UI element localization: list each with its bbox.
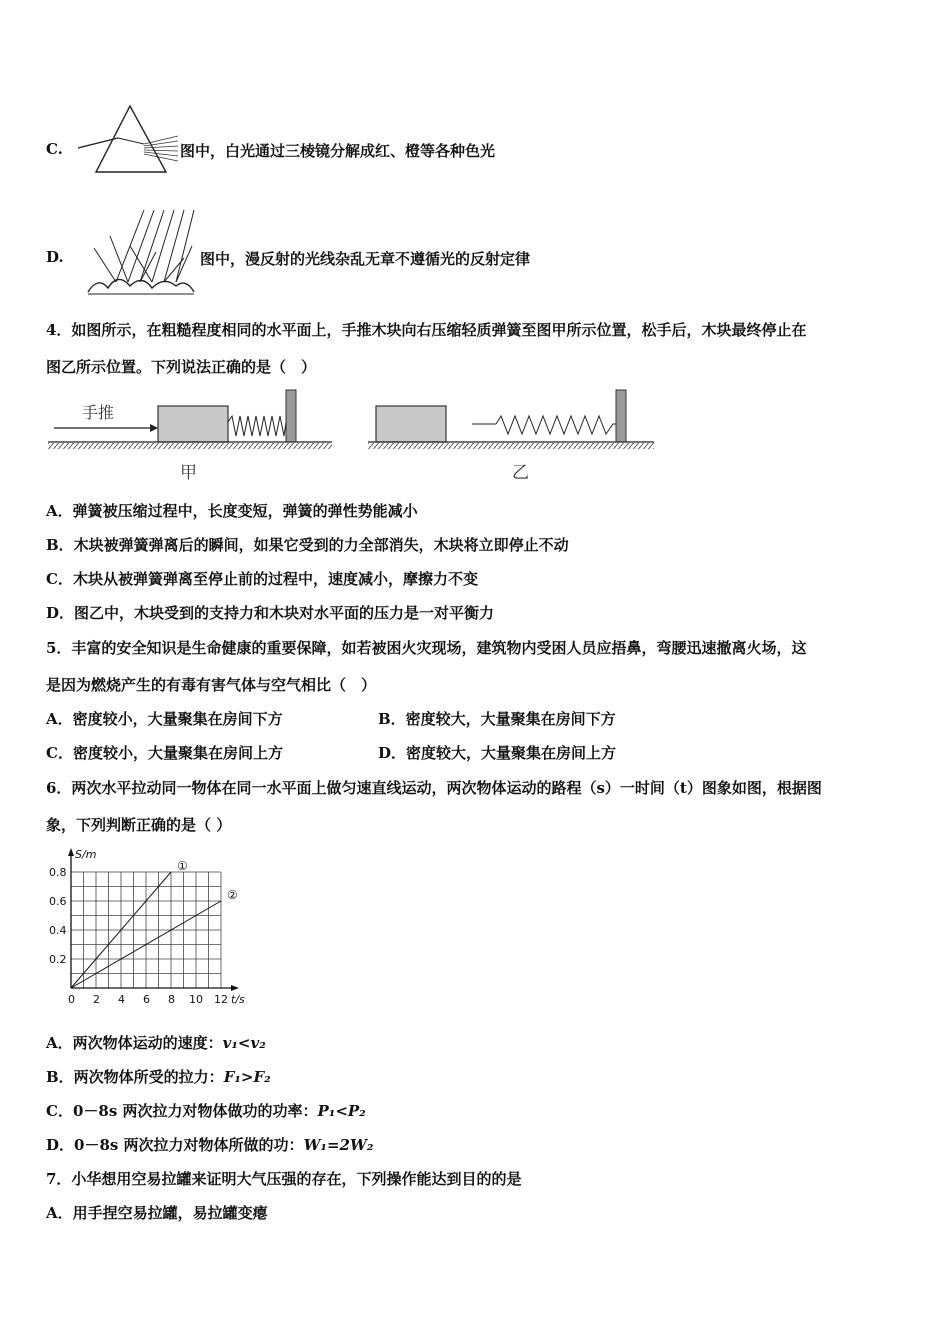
q6-option-d-formula: W₁=2W₂ — [303, 1136, 374, 1154]
q6-option-d: D．0－8s 两次拉力对物体所做的功：W₁=2W₂ — [46, 1136, 374, 1154]
block-jia — [158, 406, 228, 442]
q4-option-d: D．图乙中，木块受到的支持力和木块对水平面的压力是一对平衡力 — [46, 604, 495, 622]
q4-option-a: A．弹簧被压缩过程中，长度变短，弹簧的弹性势能减小 — [46, 502, 418, 520]
q5-option-a: A．密度较小，大量聚集在房间下方 — [46, 710, 283, 728]
q5-option-b: B．密度较大，大量聚集在房间下方 — [378, 710, 616, 728]
q6-stem-line2: 象，下列判断正确的是（ ） — [46, 816, 232, 834]
q7-stem: 7．小华想用空易拉罐来证明大气压强的存在，下列操作能达到目的的是 — [46, 1170, 522, 1188]
figure-jia-label: 甲 — [180, 463, 197, 483]
spring-block-figure — [46, 386, 666, 486]
x-tick-label: 10 — [189, 993, 203, 1006]
prism-figure — [78, 100, 182, 184]
y-tick-label: 0.8 — [49, 866, 67, 879]
q5-option-d: D．密度较大，大量聚集在房间上方 — [378, 744, 617, 762]
option-d-label: D. — [46, 248, 64, 266]
q6-stem-line1: 6．两次水平拉动同一物体在同一水平面上做匀速直线运动，两次物体运动的路程（s）一时间（t）图象如图，根据图 — [46, 779, 822, 797]
q7-option-a: A．用手捏空易拉罐，易拉罐变瘪 — [46, 1204, 268, 1222]
option-c-label: C. — [46, 140, 63, 158]
q6-option-b: B．两次物体所受的拉力：F₁>F₂ — [46, 1068, 271, 1086]
y-axis-arrow — [68, 848, 74, 856]
x-tick-label: 0 — [68, 993, 75, 1006]
x-tick-label: 12 — [214, 993, 228, 1006]
q5-stem-line2: 是因为燃烧产生的有毒有害气体与空气相比（ ） — [46, 676, 377, 694]
diffuse-reflection-figure — [86, 206, 198, 298]
wall-yi — [616, 390, 626, 442]
q5-stem-line1: 5．丰富的安全知识是生命健康的重要保障，如若被困火灾现场，建筑物内受困人员应捂鼻，弯腰迅速撤离火场，这 — [46, 639, 807, 657]
y-axis-label: S/m — [75, 848, 97, 861]
option-d-caption: 图中，漫反射的光线杂乱无章不遵循光的反射定律 — [200, 250, 531, 268]
q6-option-b-formula: F₁>F₂ — [223, 1068, 271, 1086]
q4-option-b: B．木块被弹簧弹离后的瞬间，如果它受到的力全部消失，木块将立即停止不动 — [46, 536, 569, 554]
q4-stem-line1: 4．如图所示，在粗糙程度相同的水平面上，手推木块向右压缩轻质弹簧至图甲所示位置，松手后，木块最终停止在 — [46, 321, 807, 339]
y-tick-label: 0.2 — [49, 953, 67, 966]
x-axis-arrow — [231, 985, 239, 991]
q6-option-c-formula: P₁<P₂ — [317, 1102, 366, 1120]
q4-option-c: C．木块从被弹簧弹离至停止前的过程中，速度减小，摩擦力不变 — [46, 570, 478, 588]
q6-option-a-formula: v₁<v₂ — [222, 1034, 266, 1052]
x-tick-label: 4 — [118, 993, 125, 1006]
q5-option-c: C．密度较小，大量聚集在房间上方 — [46, 744, 283, 762]
x-axis-label: t/s — [231, 993, 245, 1006]
x-tick-label: 8 — [168, 993, 175, 1006]
q4-stem-line2: 图乙所示位置。下列说法正确的是（ ） — [46, 358, 317, 376]
x-tick-label: 6 — [143, 993, 150, 1006]
series-label-1: ① — [177, 859, 188, 873]
wall-jia — [286, 390, 296, 442]
q6-option-c: C．0－8s 两次拉力对物体做功的功率：P₁<P₂ — [46, 1102, 366, 1120]
s-t-graph — [40, 842, 270, 1007]
option-c-caption: 图中，白光通过三棱镜分解成红、橙等各种色光 — [180, 142, 496, 160]
y-tick-label: 0.6 — [49, 895, 67, 908]
figure-yi-label: 乙 — [512, 463, 529, 483]
block-yi — [376, 406, 446, 442]
series-label-2: ② — [227, 888, 238, 902]
q6-option-a: A．两次物体运动的速度：v₁<v₂ — [46, 1034, 266, 1052]
y-tick-label: 0.4 — [49, 924, 67, 937]
x-tick-label: 2 — [93, 993, 100, 1006]
push-label: 手推 — [82, 403, 115, 422]
